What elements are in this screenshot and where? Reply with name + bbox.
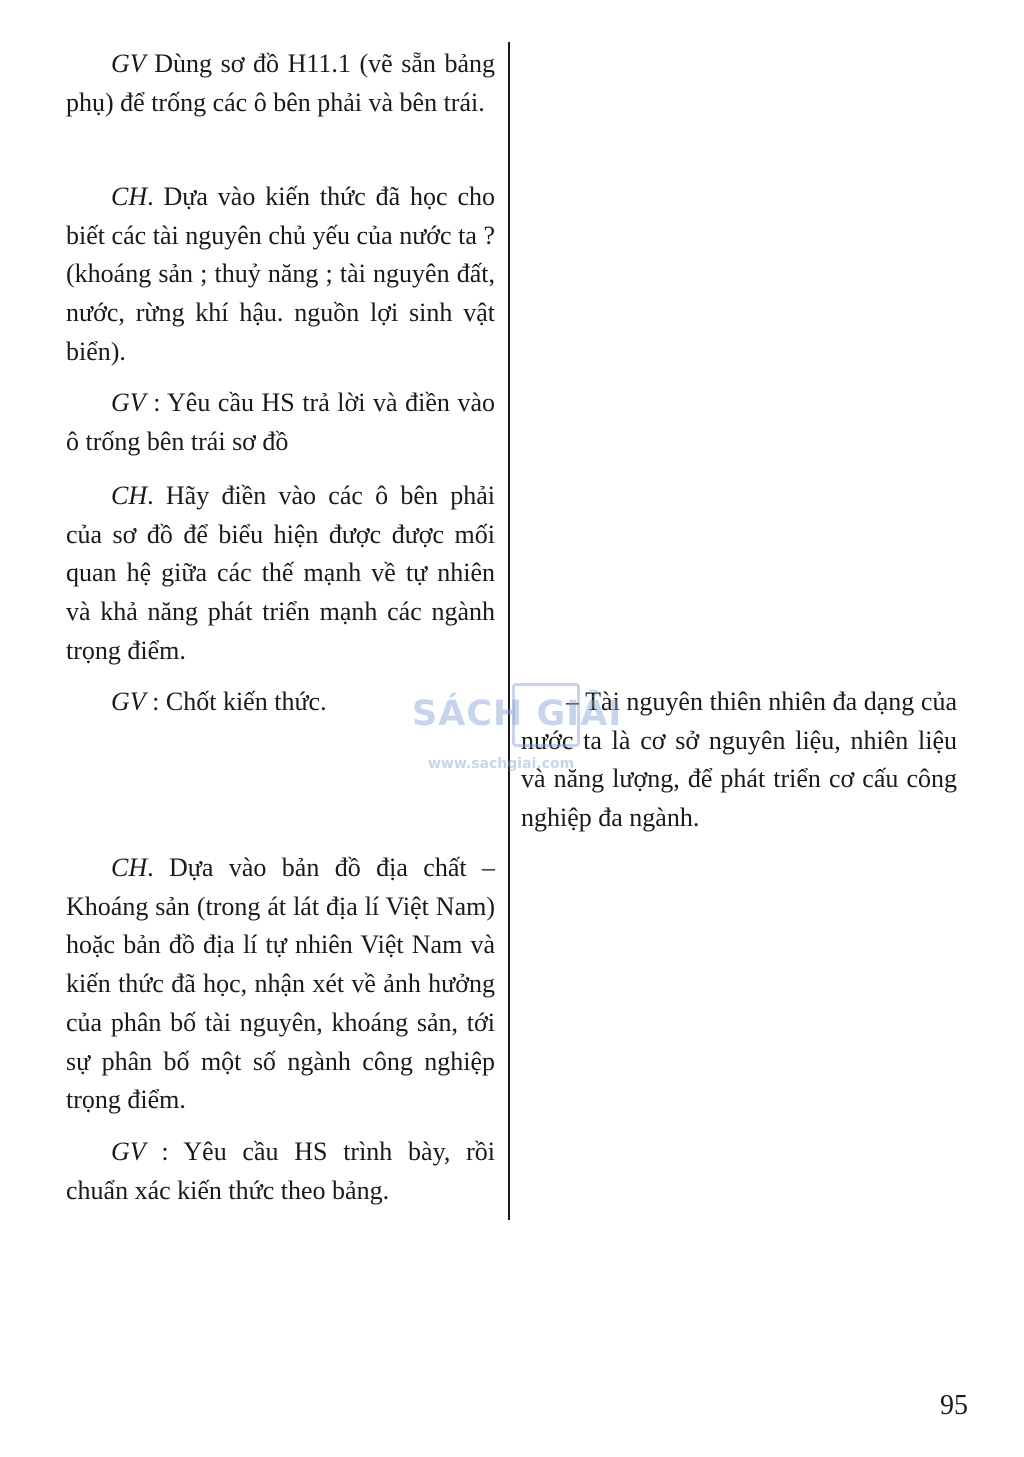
- paragraph-ch-map: [66, 849, 495, 1120]
- paragraph-gv-present: [66, 1133, 495, 1210]
- speaker-label: CH: [111, 182, 148, 211]
- speaker-label: GV: [111, 49, 146, 78]
- paragraph-text: . Dựa vào kiến thức đã học cho biết các tài nguyên chủ yếu của nước ta ? (khoáng sản ; thuỷ năng ; tài nguyên đất, nước, rừng khí hậu. nguồn lợi sinh vật biển).: [66, 182, 495, 366]
- paragraph-text: : Chốt kiến thức.: [145, 687, 327, 716]
- paragraph-text: : Yêu cầu HS trình bày, rồi chuẩn xác kiến thức theo bảng.: [66, 1137, 495, 1205]
- speaker-label: GV: [111, 687, 146, 716]
- paragraph-gv-fill-left: [66, 384, 495, 461]
- paragraph-ch-resources: [66, 178, 495, 372]
- paragraph-text: : Yêu cầu HS trả lời và điền vào ô trống bên trái sơ đồ: [66, 388, 495, 456]
- paragraph-text: . Dựa vào bản đồ địa chất – Khoáng sản (trong át lát địa lí Việt Nam) hoặc bản đồ địa lí tự nhiên Việt Nam và kiến thức đã học, nhận xét về ảnh hưởng của phân bố tài nguyên, khoáng sản, tới sự phân bố một số ngành công nghiệp trọng điểm.: [66, 853, 495, 1115]
- speaker-label: GV: [111, 388, 146, 417]
- page-number: 95: [940, 1390, 968, 1421]
- paragraph-text: Dùng sơ đồ H11.1 (vẽ sẵn bảng phụ) để trống các ô bên phải và bên trái.: [66, 49, 495, 117]
- paragraph-ch-fill-right: [66, 477, 495, 671]
- column-divider: [508, 42, 510, 1220]
- watermark-logo-text: SÁCH GIẢI: [412, 694, 623, 734]
- speaker-label: CH: [111, 481, 148, 510]
- speaker-label: CH: [111, 853, 148, 882]
- paragraph-natural-resources: – Tài nguyên thiên nhiên đa dạng của nước ta là cơ sở nguyên liệu, nhiên liệu và năng lượng, để phát triển cơ cấu công nghiệp đa ngành.: [521, 687, 957, 833]
- paragraph-gv-conclude: [66, 683, 495, 722]
- paragraph-text: . Hãy điền vào các ô bên phải của sơ đồ để biểu hiện được được mối quan hệ giữa các thế mạnh về tự nhiên và khả năng phát triển mạnh các ngành trọng điểm.: [66, 481, 495, 665]
- watermark-url: www.sachgiai.com: [428, 756, 575, 772]
- speaker-label: GV: [111, 1137, 146, 1166]
- paragraph-gv-diagram: [66, 45, 495, 122]
